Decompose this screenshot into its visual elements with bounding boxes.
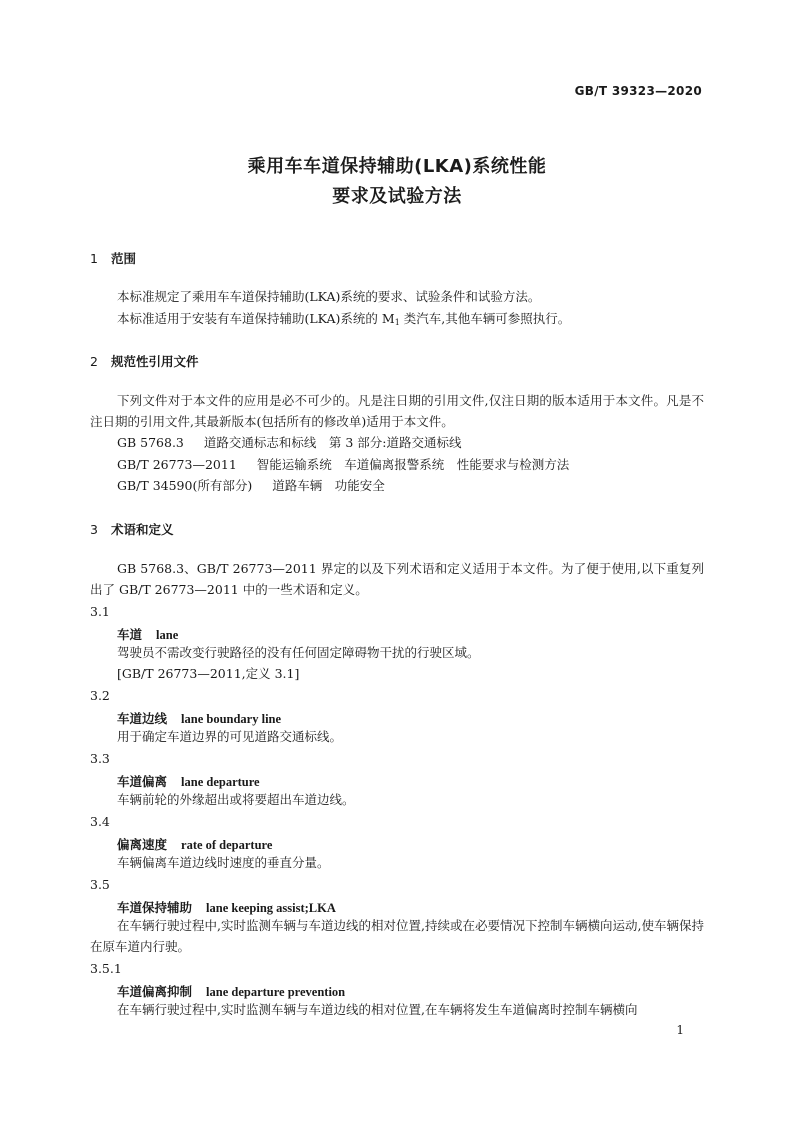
clause-number: 3.1	[90, 604, 110, 619]
ref-title: 道路交通标志和标线 第 3 部分:道路交通标线	[203, 435, 462, 450]
term-3-4	[117, 835, 272, 853]
s3-paragraph: GB 5768.3、GB/T 26773—2011 界定的以及下列术语和定义适用于本文件。为了便于使用,以下重复列出了 GB/T 26773—2011 中的一些术语和定义。	[90, 561, 704, 597]
term-zh: 车道偏离抑制	[117, 984, 193, 999]
section-number: 3	[90, 522, 98, 537]
document-title-line1: 乘用车车道保持辅助(LKA)系统性能	[247, 156, 547, 177]
reference-item	[117, 479, 385, 493]
term-3-5-1	[117, 982, 345, 1000]
term-zh: 车道保持辅助	[117, 900, 193, 915]
clause-number: 3.4	[90, 814, 110, 829]
term-definition: 用于确定车道边界的可见道路交通标线。	[117, 729, 343, 744]
section-title: 规范性引用文件	[111, 354, 199, 369]
s2-paragraph: 下列文件对于本文件的应用是必不可少的。凡是注日期的引用文件,仅注日期的版本适用于本文件。凡是不注日期的引用文件,其最新版本(包括所有的修改单)适用于本文件。	[90, 393, 704, 429]
term-3-1	[117, 625, 178, 643]
term-definition: 车辆偏离车道边线时速度的垂直分量。	[117, 855, 330, 870]
term-definition: 在车辆行驶过程中,实时监测车辆与车道边线的相对位置,持续或在必要情况下控制车辆横向运动,使车辆保持在原车道内行驶。	[90, 918, 704, 954]
term-en: lane	[156, 628, 179, 642]
term-zh: 车道	[117, 627, 143, 642]
clause-number: 3.2	[90, 688, 110, 703]
document-title-line2: 要求及试验方法	[332, 186, 462, 207]
ref-title: 智能运输系统 车道偏离报警系统 性能要求与检测方法	[256, 457, 570, 472]
section-number: 2	[90, 354, 98, 369]
reference-item	[117, 458, 569, 472]
term-en: lane boundary line	[181, 712, 282, 726]
section-title: 术语和定义	[111, 522, 174, 537]
section-1-heading	[90, 249, 136, 267]
term-zh: 车道边线	[117, 711, 168, 726]
s1-paragraph-1: 本标准规定了乘用车车道保持辅助(LKA)系统的要求、试验条件和试验方法。	[117, 289, 541, 304]
section-3-heading	[90, 520, 174, 538]
term-3-2	[117, 709, 281, 727]
reference-item	[117, 436, 462, 450]
text: 类汽车,其他车辆可参照执行。	[399, 311, 571, 326]
section-title: 范围	[111, 251, 137, 266]
ref-title: 道路车辆 功能安全	[272, 478, 385, 493]
clause-number: 3.5	[90, 877, 110, 892]
term-en: lane departure prevention	[206, 985, 346, 999]
subscript: 1	[394, 318, 400, 327]
term-zh: 偏离速度	[117, 837, 168, 852]
ref-code: GB/T 26773—2011	[117, 457, 237, 472]
section-number: 1	[90, 251, 98, 266]
clause-number: 3.3	[90, 751, 110, 766]
text: 本标准适用于安装有车道保持辅助(LKA)系统的 M	[117, 311, 395, 326]
page-number: 1	[676, 1023, 684, 1037]
term-en: rate of departure	[181, 838, 273, 852]
term-en: lane departure	[181, 775, 260, 789]
term-zh: 车道偏离	[117, 774, 168, 789]
term-definition: 驾驶员不需改变行驶路径的没有任何固定障碍物干扰的行驶区域。	[117, 645, 480, 660]
section-2-heading	[90, 352, 199, 370]
term-en: lane keeping assist;LKA	[206, 901, 336, 915]
ref-code: GB/T 34590(所有部分)	[117, 478, 253, 493]
term-3-3	[117, 772, 260, 790]
term-definition: 在车辆行驶过程中,实时监测车辆与车道边线的相对位置,在车辆将发生车道偏离时控制车辆横向	[117, 1002, 638, 1017]
clause-number: 3.5.1	[90, 961, 122, 976]
term-source: [GB/T 26773—2011,定义 3.1]	[117, 666, 300, 681]
standard-number: GB/T 39323—2020	[574, 84, 702, 98]
term-3-5	[117, 898, 336, 916]
ref-code: GB 5768.3	[117, 435, 184, 450]
term-definition: 车辆前轮的外缘超出或将要超出车道边线。	[117, 792, 355, 807]
s1-paragraph-2	[117, 312, 570, 330]
